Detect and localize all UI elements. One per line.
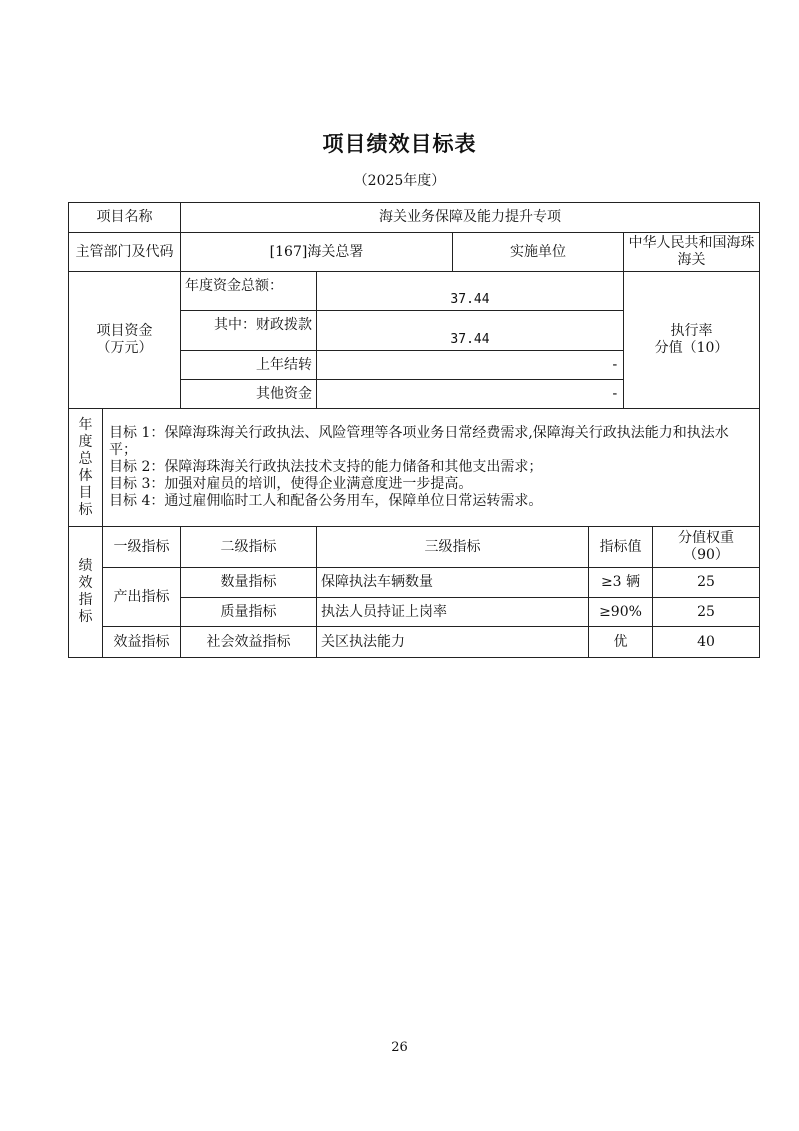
dept-label: 主管部门及代码	[69, 233, 181, 272]
goals-label-char: 标	[78, 501, 93, 518]
funds-label	[69, 272, 181, 409]
benefit-value: 优	[589, 627, 653, 658]
impl-value: 中华人民共和国海珠海关	[624, 233, 760, 272]
indicator-header-row	[69, 527, 760, 568]
funds-fiscal-label: 其中：财政拨款	[181, 311, 317, 351]
row-value: ≥3 辆	[589, 568, 653, 598]
benefit-level1: 效益指标	[103, 627, 181, 658]
page-number: 26	[391, 1040, 408, 1055]
exec-rate-line2: 分值（10）	[654, 340, 729, 356]
project-name-row	[69, 203, 760, 233]
goal-item: 目标 1：保障海珠海关行政执法、风险管理等各项业务日常经费需求,保障海关行政执法能力和执法水平；	[109, 425, 729, 458]
goal-item: 目标 2：保障海珠海关行政执法技术支持的能力储备和其他支出需求；	[109, 459, 543, 475]
row-level3: 执法人员持证上岗率	[317, 598, 589, 627]
dept-row	[69, 233, 760, 272]
indicators-label-char: 效	[78, 575, 93, 591]
header-weight-line1: 分值权重	[678, 530, 735, 546]
goals-label-char: 体	[78, 467, 93, 484]
page-subtitle: （2025年度）	[353, 173, 446, 189]
header-level3: 三级指标	[317, 527, 589, 568]
row-level3: 保障执法车辆数量	[317, 568, 589, 598]
header-level1: 一级指标	[103, 527, 181, 568]
impl-label: 实施单位	[453, 233, 624, 272]
project-name-label: 项目名称	[69, 203, 181, 233]
goal-item: 目标 4：通过雇佣临时工人和配备公务用车，保障单位日常运转需求。	[109, 493, 543, 509]
row-value: ≥90%	[589, 598, 653, 627]
benefit-level2: 社会效益指标	[181, 627, 317, 658]
project-name-value: 海关业务保障及能力提升专项	[181, 203, 760, 233]
goals-label-char: 年	[78, 416, 93, 433]
funds-other-label: 其他资金	[181, 380, 317, 409]
row-level2: 数量指标	[181, 568, 317, 598]
goals-label-char: 目	[78, 484, 93, 501]
row-level2: 质量指标	[181, 598, 317, 627]
table-row	[69, 627, 760, 658]
header-value: 指标值	[589, 527, 653, 568]
header-weight	[653, 527, 760, 568]
funds-total-label: 年度资金总额：	[181, 272, 317, 311]
goals-content	[103, 409, 760, 527]
output-label: 产出指标	[103, 568, 181, 627]
funds-fiscal-value: 37.44	[317, 311, 624, 351]
row-weight: 25	[653, 568, 760, 598]
goals-label-char: 度	[78, 433, 93, 450]
indicators-label-char: 绩	[78, 558, 93, 574]
funds-label-line1: 项目资金	[96, 323, 153, 339]
benefit-level3: 关区执法能力	[317, 627, 589, 658]
indicators-label-char: 指	[78, 592, 93, 608]
goals-row	[69, 409, 760, 527]
funds-carry-value: -	[317, 351, 624, 380]
funds-carry-label: 上年结转	[181, 351, 317, 380]
benefit-weight: 40	[653, 627, 760, 658]
header-level2: 二级指标	[181, 527, 317, 568]
funds-total-row	[69, 272, 760, 311]
indicators-label	[69, 527, 103, 658]
exec-rate-label	[624, 272, 760, 409]
row-weight: 25	[653, 598, 760, 627]
goals-label-char: 总	[78, 450, 93, 467]
funds-label-line2: （万元）	[96, 340, 153, 356]
goals-label	[69, 409, 103, 527]
dept-value: [167]海关总署	[181, 233, 453, 272]
exec-rate-line1: 执行率	[670, 323, 713, 339]
indicators-label-char: 标	[78, 609, 93, 625]
performance-table	[68, 202, 760, 658]
funds-other-value: -	[317, 380, 624, 409]
table-row	[69, 568, 760, 598]
funds-total-value: 37.44	[317, 272, 624, 311]
page-title: 项目绩效目标表	[322, 132, 477, 156]
goal-item: 目标 3：加强对雇员的培训，使得企业满意度进一步提高。	[109, 476, 473, 492]
header-weight-line2: （90）	[683, 547, 729, 563]
